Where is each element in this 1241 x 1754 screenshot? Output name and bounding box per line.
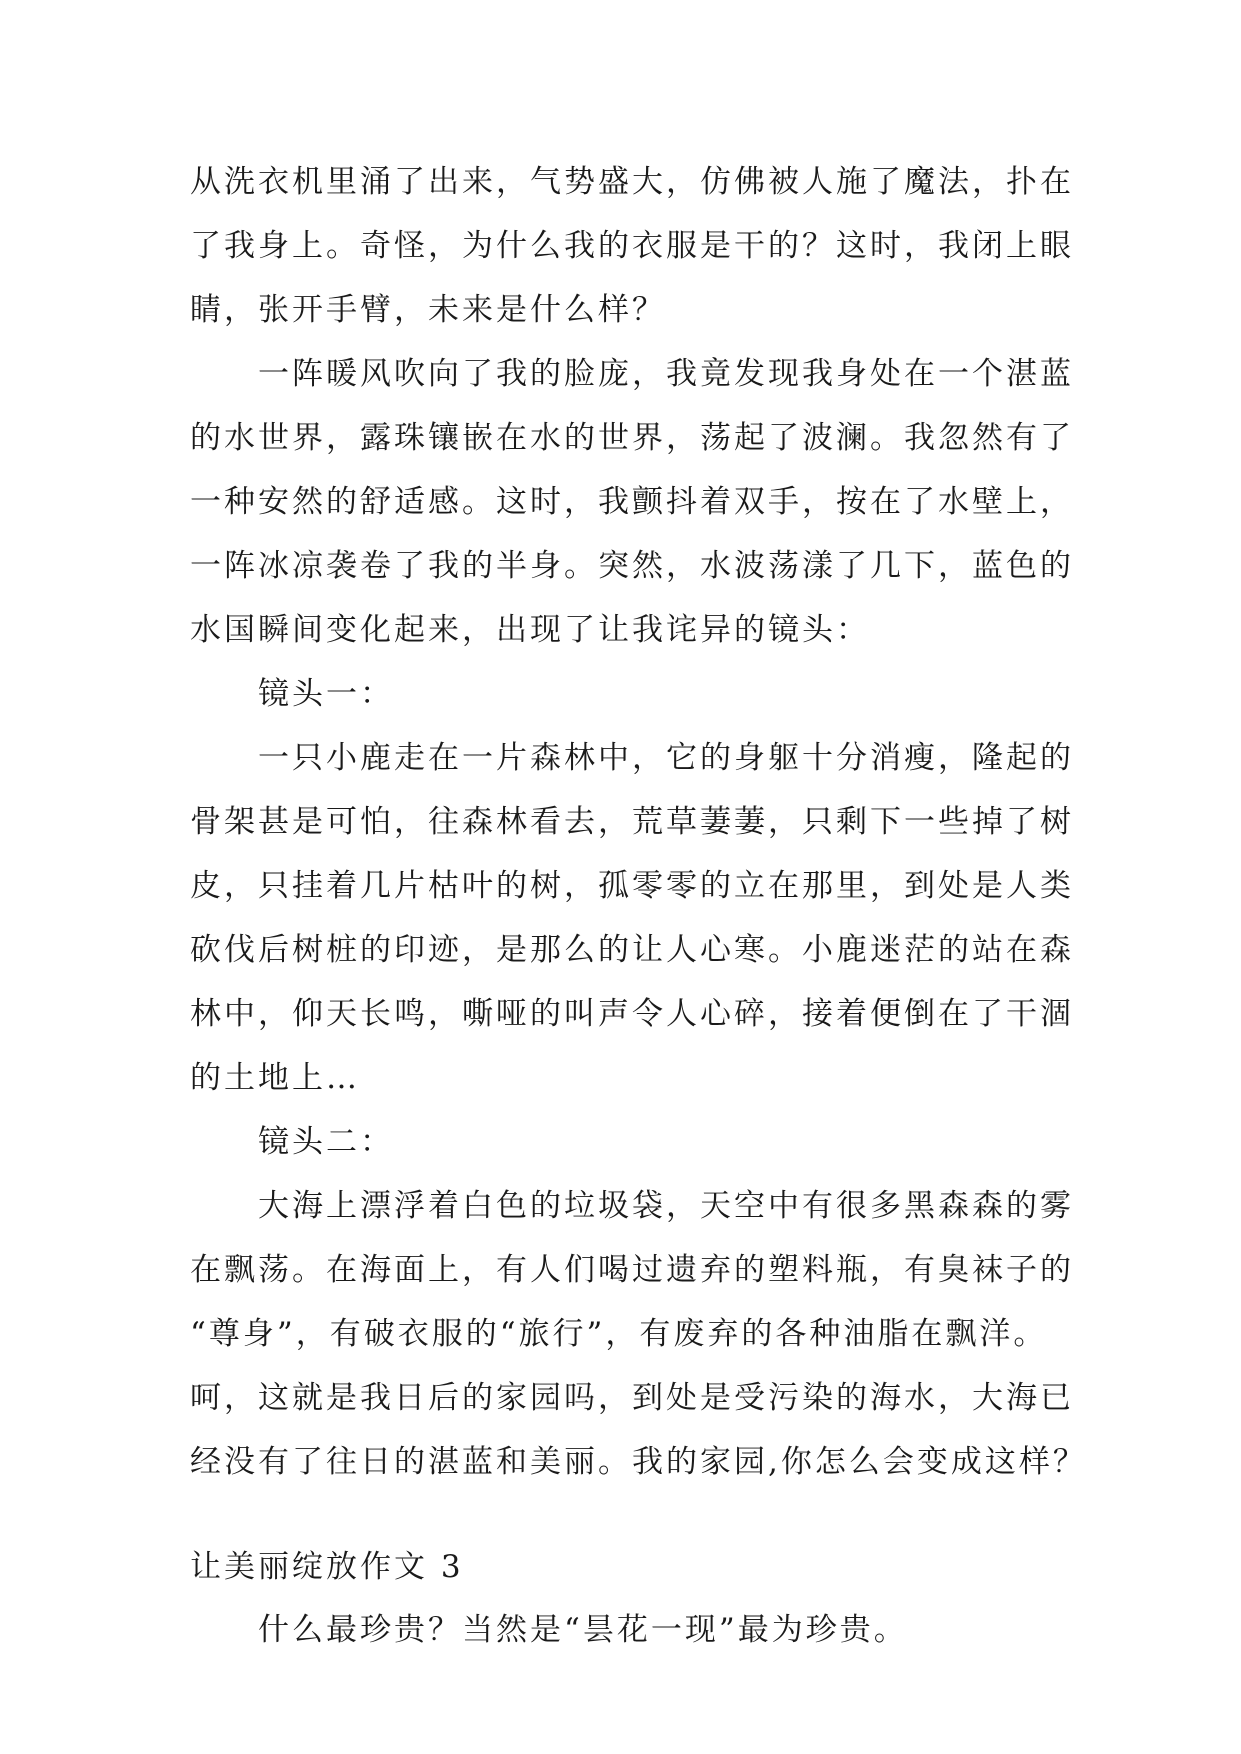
body-line: 镜头一： — [190, 676, 394, 712]
body-line: 经没有了往日的湛蓝和美丽。我的家园,你怎么会变成这样？ — [190, 1444, 1087, 1480]
body-line: 骨架甚是可怕，往森林看去，荒草萋萋，只剩下一些掉了树 — [190, 804, 1074, 840]
body-line: 从洗衣机里涌了出来，气势盛大，仿佛被人施了魔法，扑在 — [190, 164, 1074, 200]
body-line: “尊身”，有破衣服的“旅行”，有废弃的各种油脂在飘洋。 — [190, 1316, 1048, 1352]
body-line: 水国瞬间变化起来，出现了让我诧异的镜头： — [190, 612, 870, 648]
body-line: 呵，这就是我日后的家园吗，到处是受污染的海水，大海已 — [190, 1380, 1074, 1416]
body-line: 一种安然的舒适感。这时，我颤抖着双手，按在了水壁上， — [190, 484, 1074, 520]
body-line: 睛，张开手臂，未来是什么样？ — [190, 292, 666, 328]
body-line: 的水世界，露珠镶嵌在水的世界，荡起了波澜。我忽然有了 — [190, 420, 1074, 456]
body-line: 砍伐后树桩的印迹，是那么的让人心寒。小鹿迷茫的站在森 — [190, 932, 1074, 968]
body-line: 什么最珍贵？当然是“昙花一现”最为珍贵。 — [190, 1612, 908, 1648]
body-line: 了我身上。奇怪，为什么我的衣服是干的？这时，我闭上眼 — [190, 228, 1074, 264]
body-line: 一阵暖风吹向了我的脸庞，我竟发现我身处在一个湛蓝 — [190, 356, 1074, 392]
section-title: 让美丽绽放作文 3 — [190, 1549, 464, 1585]
body-line: 在飘荡。在海面上，有人们喝过遗弃的塑料瓶，有臭袜子的 — [190, 1252, 1074, 1288]
body-line: 大海上漂浮着白色的垃圾袋，天空中有很多黑森森的雾 — [190, 1188, 1074, 1224]
body-line: 镜头二： — [190, 1124, 394, 1160]
body-line: 的土地上… — [190, 1060, 360, 1096]
body-line: 一阵冰凉袭卷了我的半身。突然，水波荡漾了几下，蓝色的 — [190, 548, 1074, 584]
body-line: 一只小鹿走在一片森林中，它的身躯十分消瘦，隆起的 — [190, 740, 1074, 776]
body-line: 林中，仰天长鸣，嘶哑的叫声令人心碎，接着便倒在了干涸 — [190, 996, 1074, 1032]
body-line: 皮，只挂着几片枯叶的树，孤零零的立在那里，到处是人类 — [190, 868, 1074, 904]
